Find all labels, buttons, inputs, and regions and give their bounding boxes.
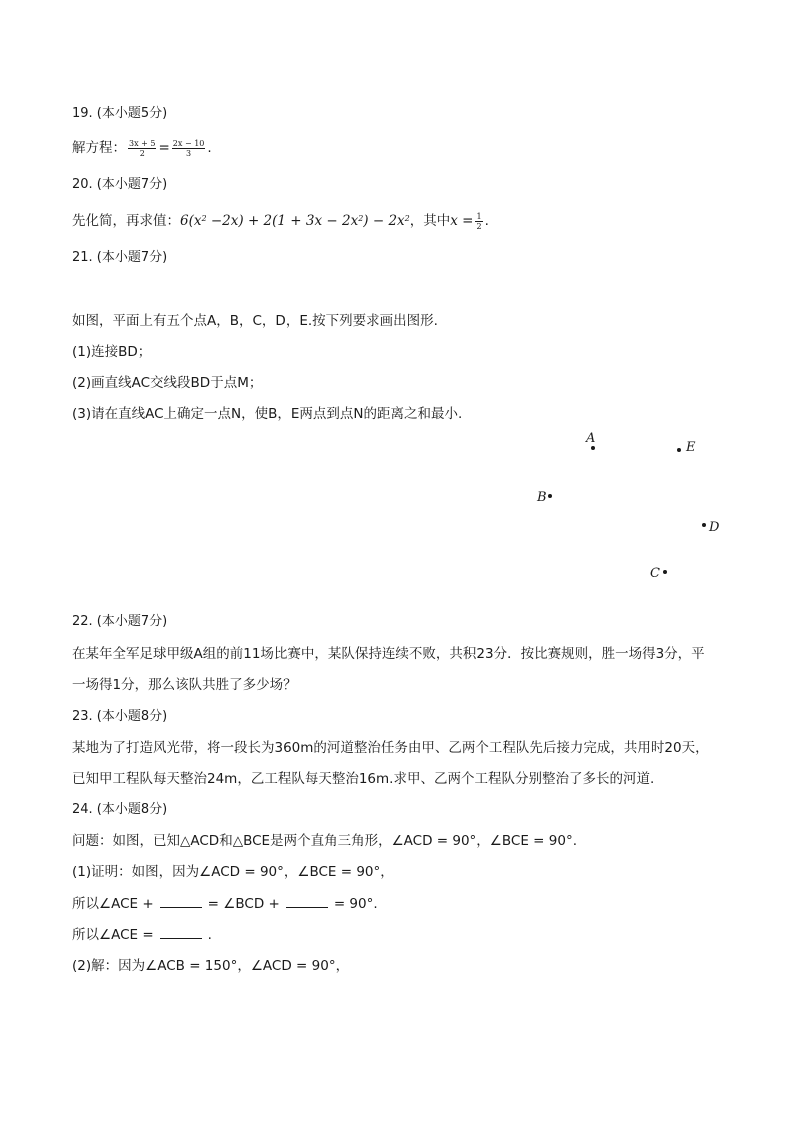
q21-item-1: (1)连接BD； bbox=[72, 344, 152, 360]
blank-3[interactable] bbox=[160, 925, 202, 939]
q24-header: 24. (本小题8分) bbox=[72, 802, 168, 817]
q24-problem: 问题：如图，已知△ACD和△BCE是两个直角三角形，∠ACD = 90°，∠BCE = 90°. bbox=[72, 833, 578, 849]
point-a bbox=[591, 446, 595, 450]
q19-right-fraction: $\frac{2x - 10}{3}$ bbox=[172, 138, 205, 158]
blank-1[interactable] bbox=[160, 894, 202, 908]
q23-line-1: 某地为了打造风光带，将一段长为360m的河道整治任务由甲、乙两个工程队先后接力完成，共用时20天， bbox=[72, 740, 709, 756]
point-e-label: E bbox=[686, 440, 696, 455]
point-e bbox=[677, 448, 681, 452]
q19-header: 19. (本小题5分) bbox=[72, 106, 168, 121]
q19-equation: 解方程： $\frac{3x + 5}{2}$ = $\frac{2x - 10}{3}$ . bbox=[72, 138, 212, 158]
blank-2[interactable] bbox=[286, 894, 328, 908]
q21-item-3: (3)请在直线AC上确定一点N，使B，E两点到点N的距离之和最小. bbox=[72, 406, 463, 422]
q20-expression: 先化简，再求值：$6(x^2 -2x) + 2(1 + 3x - 2x^2) - 2x^2$，其中x = $\frac{1}{2}$ . bbox=[72, 211, 489, 231]
q21-item-2: (2)画直线AC交线段BD于点M； bbox=[72, 375, 263, 391]
q20-header: 20. (本小题7分) bbox=[72, 177, 168, 192]
point-a-label: A bbox=[586, 431, 596, 446]
q23-line-2: 已知甲工程队每天整治24m，乙工程队每天整治16m.求甲、乙两个工程队分别整治了多长的河道. bbox=[72, 771, 655, 787]
q19-left-fraction: $\frac{3x + 5}{2}$ bbox=[129, 138, 156, 158]
point-b bbox=[548, 494, 552, 498]
point-b-label: B bbox=[537, 490, 547, 505]
q22-header: 22. (本小题7分) bbox=[72, 614, 168, 629]
point-c bbox=[663, 570, 667, 574]
q24-proof-1: (1)证明：如图，因为∠ACD = 90°，∠BCE = 90°， bbox=[72, 864, 394, 880]
point-d bbox=[702, 523, 706, 527]
point-c-label: C bbox=[650, 566, 660, 581]
q24-solution: (2)解：因为∠ACB = 150°，∠ACD = 90°， bbox=[72, 958, 350, 974]
q19-prefix: 解方程： bbox=[72, 140, 126, 156]
q23-header: 23. (本小题8分) bbox=[72, 709, 168, 724]
q21-intro: 如图，平面上有五个点A，B，C，D，E.按下列要求画出图形. bbox=[72, 313, 438, 329]
q20-fraction: $\frac{1}{2}$ bbox=[476, 211, 482, 231]
q24-proof-2: 所以∠ACE + = ∠BCD + = 90°. bbox=[72, 896, 378, 912]
q21-header: 21. (本小题7分) bbox=[72, 250, 168, 265]
q22-line-1: 在某年全军足球甲级A组的前11场比赛中，某队保持连续不败，共积23分．按比赛规则，胜一场得3分，平 bbox=[72, 646, 705, 662]
point-d-label: D bbox=[709, 520, 720, 535]
q22-line-2: 一场得1分，那么该队共胜了多少场？ bbox=[72, 677, 297, 693]
q24-proof-3: 所以∠ACE = . bbox=[72, 927, 212, 943]
